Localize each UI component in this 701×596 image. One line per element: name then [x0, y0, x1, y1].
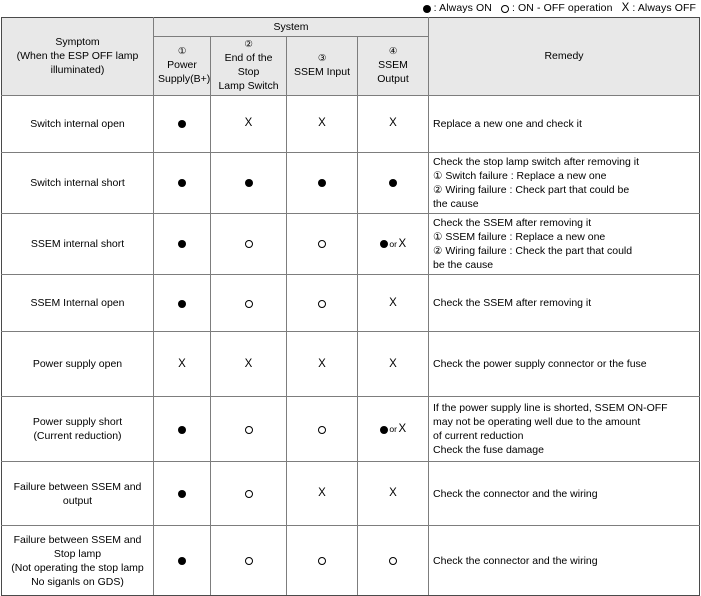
open-circle-icon: [245, 426, 253, 434]
legend-item-0: [423, 3, 492, 14]
state-cell-4: [358, 275, 429, 332]
state-cell-2: [211, 397, 287, 462]
symptom-line: (Current reduction): [33, 430, 122, 443]
remedy-line: If the power supply line is shorted, SSEM ON-OFF: [433, 402, 668, 415]
circled-number-3-icon: ③: [317, 53, 327, 64]
or-label: or: [389, 238, 397, 249]
state-cell-3: [287, 397, 358, 462]
filled-circle-icon: [178, 490, 186, 498]
remedy-line: ① SSEM failure : Replace a new one: [433, 231, 606, 244]
table-header: [2, 18, 700, 96]
state-cell-4: [358, 152, 429, 213]
filled-circle-icon: [178, 179, 186, 187]
x-mark-icon: X: [318, 357, 326, 370]
legend-item-1-label: : ON - OFF operation: [511, 2, 613, 15]
remedy-line: Check the SSEM after removing it: [433, 297, 592, 310]
state-cell-3: [287, 462, 358, 526]
legend-item-0-label: : Always ON: [433, 2, 492, 15]
filled-circle-icon: [380, 426, 388, 434]
header-sub-3-line1: SSEM Output: [377, 58, 409, 85]
symptom-cell: [2, 152, 154, 213]
x-mark-icon: X: [244, 117, 253, 130]
remedy-line: ① Switch failure : Replace a new one: [433, 169, 607, 182]
symptom-cell: [2, 462, 154, 526]
remedy-line: be the cause: [433, 259, 494, 272]
legend: [0, 0, 696, 17]
symptom-line: Failure between SSEM and: [13, 533, 142, 546]
state-cell-1: [154, 332, 211, 397]
header-subcolumn-ssem-input: [287, 37, 358, 96]
open-circle-icon: [245, 240, 253, 248]
remedy-line: may not be operating well due to the amount: [433, 416, 641, 429]
table-row: [2, 214, 700, 275]
header-symptom-line2: (When the ESP OFF lamp: [16, 50, 139, 63]
filled-circle-icon: [245, 179, 253, 187]
open-circle-icon: [245, 490, 253, 498]
state-cell-1: [154, 95, 211, 152]
table-row: [2, 275, 700, 332]
remedy-cell: [429, 462, 700, 526]
remedy-cell: [429, 152, 700, 213]
table-row: [2, 95, 700, 152]
open-circle-icon: [318, 300, 326, 308]
open-circle-icon: [245, 300, 253, 308]
state-cell-3: [287, 214, 358, 275]
remedy-line: ② Wiring failure : Check the part that could: [433, 245, 633, 258]
header-subcolumn-power-supply: [154, 37, 211, 96]
x-mark-icon: X: [398, 237, 407, 250]
header-sub-2-line1: SSEM Input: [293, 65, 351, 78]
remedy-cell: [429, 332, 700, 397]
x-mark-icon: X: [621, 1, 630, 14]
filled-circle-icon: [178, 426, 186, 434]
filled-circle-icon: [178, 557, 186, 565]
state-cell-1: [154, 526, 211, 596]
header-symptom-line3: illuminated): [50, 64, 105, 77]
remedy-line: Check the power supply connector or the fuse: [433, 358, 647, 371]
symptom-cell: [2, 95, 154, 152]
symptom-line: Stop lamp: [53, 547, 102, 560]
state-cell-3: [287, 526, 358, 596]
state-cell-4: [358, 214, 429, 275]
remedy-cell: [429, 275, 700, 332]
open-circle-icon: [501, 5, 509, 13]
remedy-line: Check the SSEM after removing it: [433, 217, 592, 230]
open-circle-icon: [318, 240, 326, 248]
x-mark-icon: X: [389, 487, 397, 500]
symptom-line: Switch internal short: [30, 176, 125, 189]
table-row: [2, 526, 700, 596]
symptom-remedy-table: [1, 17, 700, 596]
remedy-cell: [429, 214, 700, 275]
remedy-line: Check the connector and the wiring: [433, 487, 598, 500]
state-cell-4: [358, 397, 429, 462]
state-cell-2: [211, 214, 287, 275]
header-remedy: Remedy: [429, 18, 700, 96]
header-sub-0-line1: Power Supply(B+): [158, 58, 211, 85]
x-mark-icon: X: [389, 117, 397, 130]
circled-number-4-icon: ④: [388, 46, 398, 57]
legend-item-2-label: : Always OFF: [632, 2, 696, 15]
state-cell-2: [211, 332, 287, 397]
circled-number-1-icon: ①: [177, 46, 187, 57]
table-row: [2, 152, 700, 213]
open-circle-icon: [318, 557, 326, 565]
remedy-cell: [429, 526, 700, 596]
symptom-cell: [2, 332, 154, 397]
symptom-cell: [2, 275, 154, 332]
state-cell-1: [154, 152, 211, 213]
header-symptom-line1: Symptom: [55, 36, 100, 49]
state-cell-4: [358, 332, 429, 397]
symptom-line: Power supply short: [32, 416, 123, 429]
remedy-line: Check the fuse damage: [433, 444, 544, 457]
filled-circle-icon: [389, 179, 397, 187]
x-mark-icon: X: [398, 422, 407, 435]
state-cell-1: [154, 462, 211, 526]
state-cell-3: [287, 152, 358, 213]
remedy-line: Replace a new one and check it: [433, 117, 582, 130]
state-cell-4: [358, 95, 429, 152]
state-cell-2: [211, 275, 287, 332]
legend-item-1: [501, 3, 613, 14]
x-mark-icon: X: [389, 296, 397, 309]
state-cell-2: [211, 526, 287, 596]
table-row: [2, 397, 700, 462]
legend-item-2: [622, 3, 696, 15]
filled-circle-icon: [380, 240, 388, 248]
x-mark-icon: X: [389, 357, 397, 370]
symptom-cell: [2, 214, 154, 275]
symptom-line: Power supply open: [32, 358, 123, 371]
state-cell-3: [287, 275, 358, 332]
filled-circle-icon: [178, 300, 186, 308]
remedy-line: Check the connector and the wiring: [433, 554, 598, 567]
header-subcolumn-stop-lamp-switch: [211, 37, 287, 96]
symptom-line: SSEM Internal open: [30, 297, 125, 310]
table-row: [2, 462, 700, 526]
or-label: or: [389, 423, 397, 434]
symptom-line: SSEM internal short: [30, 238, 125, 251]
state-cell-3: [287, 95, 358, 152]
filled-circle-icon: [318, 179, 326, 187]
state-cell-3: [287, 332, 358, 397]
state-cell-4: [358, 462, 429, 526]
header-sub-1-line2: Lamp Switch: [218, 79, 279, 92]
x-mark-icon: X: [244, 357, 253, 370]
open-circle-icon: [318, 426, 326, 434]
state-cell-1: [154, 214, 211, 275]
state-cell-4: [358, 526, 429, 596]
filled-circle-icon: [178, 240, 186, 248]
symptom-line: No siganls on GDS): [31, 575, 124, 588]
symptom-line: output: [62, 494, 93, 507]
symptom-line: Switch internal open: [30, 117, 125, 130]
remedy-line: the cause: [433, 198, 479, 211]
open-circle-icon: [389, 557, 397, 565]
symptom-line: Failure between SSEM and: [13, 480, 142, 493]
open-circle-icon: [245, 557, 253, 565]
remedy-line: of current reduction: [433, 430, 524, 443]
filled-circle-icon: [423, 5, 431, 13]
remedy-line: ② Wiring failure : Check part that could be: [433, 183, 630, 196]
remedy-cell: [429, 95, 700, 152]
symptom-cell: [2, 526, 154, 596]
x-mark-icon: X: [318, 487, 326, 500]
header-symptom: [2, 18, 154, 96]
circled-number-2-icon: ②: [244, 39, 253, 50]
state-cell-2: [211, 95, 287, 152]
header-sub-1-line1: End of the Stop: [224, 51, 273, 78]
x-mark-icon: X: [178, 357, 186, 370]
remedy-line: Check the stop lamp switch after removing it: [433, 155, 640, 168]
x-mark-icon: X: [318, 117, 326, 130]
header-subcolumn-ssem-output: [358, 37, 429, 96]
table-body: [2, 95, 700, 596]
state-cell-2: [211, 462, 287, 526]
state-cell-1: [154, 397, 211, 462]
state-cell-1: [154, 275, 211, 332]
remedy-cell: [429, 397, 700, 462]
header-system: System: [154, 18, 429, 37]
table-row: [2, 332, 700, 397]
state-cell-2: [211, 152, 287, 213]
header-row-top: [2, 18, 700, 37]
filled-circle-icon: [178, 120, 186, 128]
symptom-cell: [2, 397, 154, 462]
symptom-line: (Not operating the stop lamp: [11, 561, 144, 574]
